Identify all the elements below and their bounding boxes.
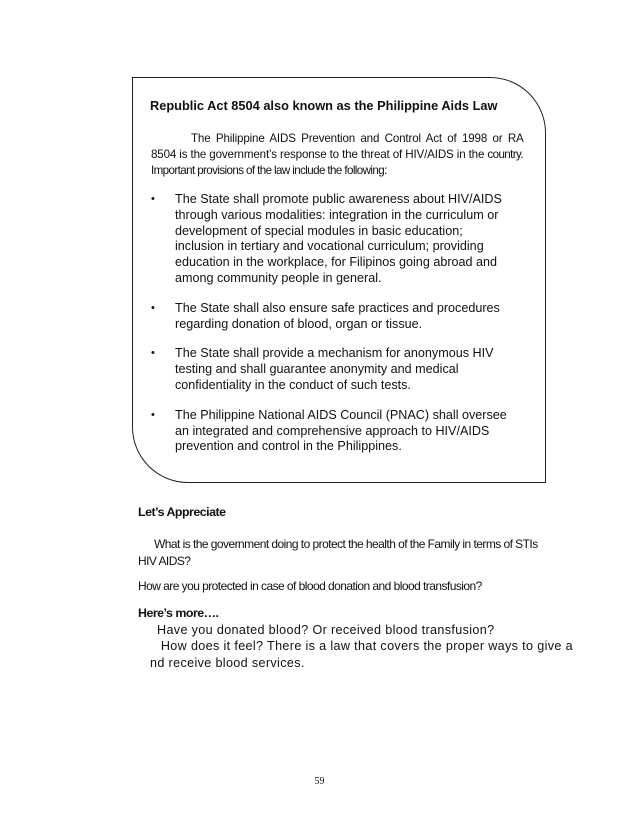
provision-line: inclusion in tertiary and vocational curriculum; providing: [175, 239, 484, 254]
provision-line: development of special modules in basic education;: [175, 223, 463, 238]
question-1-line-1: What is the government doing to protect the health of the Family in terms of STIs: [154, 537, 538, 551]
more-line-3: nd receive blood services.: [150, 655, 305, 670]
bullet-icon: •: [151, 347, 155, 360]
intro-line-1: The Philippine AIDS Prevention and Control Act of 1998 or RA: [191, 132, 523, 145]
provisions-list: [151, 192, 531, 469]
provision-item-safe-practices: [151, 301, 531, 333]
appreciate-question-2: How are you protected in case of blood donation and blood transfusion?: [138, 579, 482, 593]
provision-line: an integrated and comprehensive approach to HIV/AIDS: [175, 423, 490, 438]
provision-line: through various modalities: integration in the curriculum or: [175, 207, 499, 222]
more-heading: Here’s more….: [138, 606, 219, 620]
provision-line: prevention and control in the Philippines.: [175, 439, 402, 454]
provision-line: The Philippine National AIDS Council (PNAC) shall oversee: [175, 407, 507, 422]
bullet-icon: •: [151, 301, 155, 314]
provision-line: The State shall promote public awareness about HIV/AIDS: [175, 192, 502, 206]
page-number: 59: [314, 776, 325, 787]
question-1-line-2: HIV AIDS?: [138, 553, 191, 568]
bullet-icon: •: [151, 193, 155, 205]
provision-item-testing: [151, 346, 531, 393]
bullet-icon: •: [151, 408, 155, 421]
appreciate-heading: Let’s Appreciate: [138, 505, 226, 519]
more-paragraph: [150, 622, 577, 671]
provision-line: The State shall provide a mechanism for anonymous HIV: [175, 346, 494, 361]
intro-paragraph: [151, 131, 523, 180]
intro-line-2: 8504 is the government’s response to the threat of HIV/AIDS in the: [151, 148, 485, 162]
provision-line: The State shall also ensure safe practices and procedures: [175, 300, 500, 315]
provision-line: testing and shall guarantee anonymity and medical: [175, 362, 459, 377]
more-line-2: How does it feel? There is a law that covers the proper ways to give a: [157, 639, 573, 654]
provision-line: confidentiality in the conduct of such tests.: [175, 377, 411, 392]
box-title: Republic Act 8504 also known as the Philippine Aids Law: [150, 98, 498, 113]
provision-line: regarding donation of blood, organ or tissue.: [175, 316, 423, 331]
appreciate-question-1: [138, 536, 568, 569]
provision-line: among community people in general.: [175, 270, 382, 285]
provision-item-awareness: [151, 192, 531, 287]
intro-line-3: country. Important provisions of the law include the following:: [151, 148, 523, 178]
provision-line: education in the workplace, for Filipinos going abroad and: [175, 255, 498, 270]
provision-item-pnac: [151, 408, 531, 455]
more-line-1: Have you donated blood? Or received blood transfusion?: [157, 623, 495, 637]
